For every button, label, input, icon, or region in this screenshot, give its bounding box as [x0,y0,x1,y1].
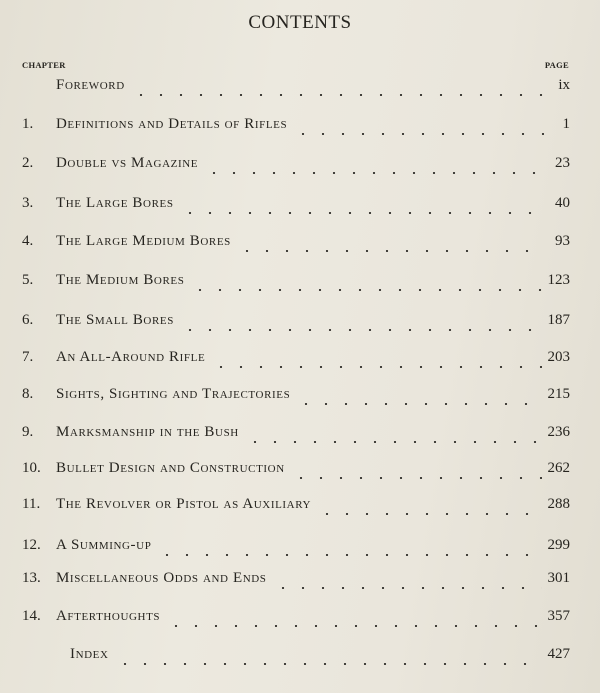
toc-page: 299 [547,537,570,553]
toc-label: Afterthoughts [56,608,161,624]
leader-dots [190,289,541,291]
toc-label: Index [70,646,109,662]
toc-row-12 [22,537,570,563]
toc-number: 8. [22,386,34,402]
toc-label: The Small Bores [56,312,174,328]
toc-row-foreword [22,77,570,103]
toc-label: An All-Around Rifle [56,349,206,365]
page-title: CONTENTS [248,12,352,33]
chapter-column-header: CHAPTER [22,60,66,70]
toc-page: 93 [555,233,570,249]
leader-dots [157,554,541,556]
toc-row-5 [22,272,570,298]
leader-dots [166,625,541,627]
toc-label: The Revolver or Pistol as Auxiliary [56,496,312,512]
leader-dots [211,366,541,368]
toc-row-3 [22,195,570,221]
page-column-header: PAGE [544,60,569,70]
toc-page: 1 [562,116,570,132]
leader-dots [115,663,542,665]
toc-number: 13. [22,570,41,586]
leader-dots [296,403,541,405]
leader-dots [131,94,544,96]
toc-label: Double vs Magazine [56,155,199,171]
toc-label: The Large Medium Bores [56,233,231,249]
toc-number: 3. [22,195,34,211]
leader-dots [237,250,544,252]
toc-label: Foreword [56,77,125,93]
leader-dots [180,329,542,331]
toc-page: 357 [547,608,570,624]
toc-number: 11. [22,496,41,512]
toc-page: 123 [547,272,570,288]
toc-number: 6. [22,312,34,328]
toc-page: 23 [555,155,570,171]
toc-label: A Summing-up [56,537,152,553]
toc-page: 288 [547,496,570,512]
toc-number: 7. [22,349,34,365]
toc-page: 40 [555,195,570,211]
toc-page: 427 [547,646,570,662]
toc-page: 203 [547,349,570,365]
toc-label: Bullet Design and Construction [56,460,285,476]
toc-page: 301 [547,570,570,586]
leader-dots [317,513,541,515]
leader-dots [245,441,542,443]
toc-number: 2. [22,155,34,171]
toc-label: Marksmanship in the Bush [56,424,239,440]
toc-number: 1. [22,116,34,132]
toc-page: ix [558,77,570,93]
toc-label: Definitions and Details of Rifles [56,116,288,132]
leader-dots [180,212,544,214]
leader-dots [291,477,542,479]
toc-row-13 [22,570,570,596]
toc-label: Miscellaneous Odds and Ends [56,570,267,586]
toc-page: 215 [547,386,570,402]
toc-number: 12. [22,537,41,553]
toc-row-2 [22,155,570,181]
toc-number: 9. [22,424,34,440]
toc-number: 10. [22,460,41,476]
toc-number: 4. [22,233,34,249]
toc-row-14 [22,608,570,634]
leader-dots [293,133,544,135]
toc-number: 5. [22,272,34,288]
toc-page: 187 [547,312,570,328]
toc-label: The Large Bores [56,195,174,211]
toc-row-6 [22,312,570,338]
toc-page: 262 [547,460,570,476]
toc-row-4 [22,233,570,259]
toc-row-1 [22,116,570,142]
toc-row-7 [22,349,570,375]
toc-row-11 [22,496,570,522]
toc-page: 236 [547,424,570,440]
toc-row-10 [22,460,570,486]
toc-row-8 [22,386,570,412]
leader-dots [273,587,542,589]
toc-label: Sights, Sighting and Trajectories [56,386,291,402]
toc-row-index [22,646,570,672]
toc-label: The Medium Bores [56,272,185,288]
toc-row-9 [22,424,570,450]
leader-dots [204,172,544,174]
toc-number: 14. [22,608,41,624]
